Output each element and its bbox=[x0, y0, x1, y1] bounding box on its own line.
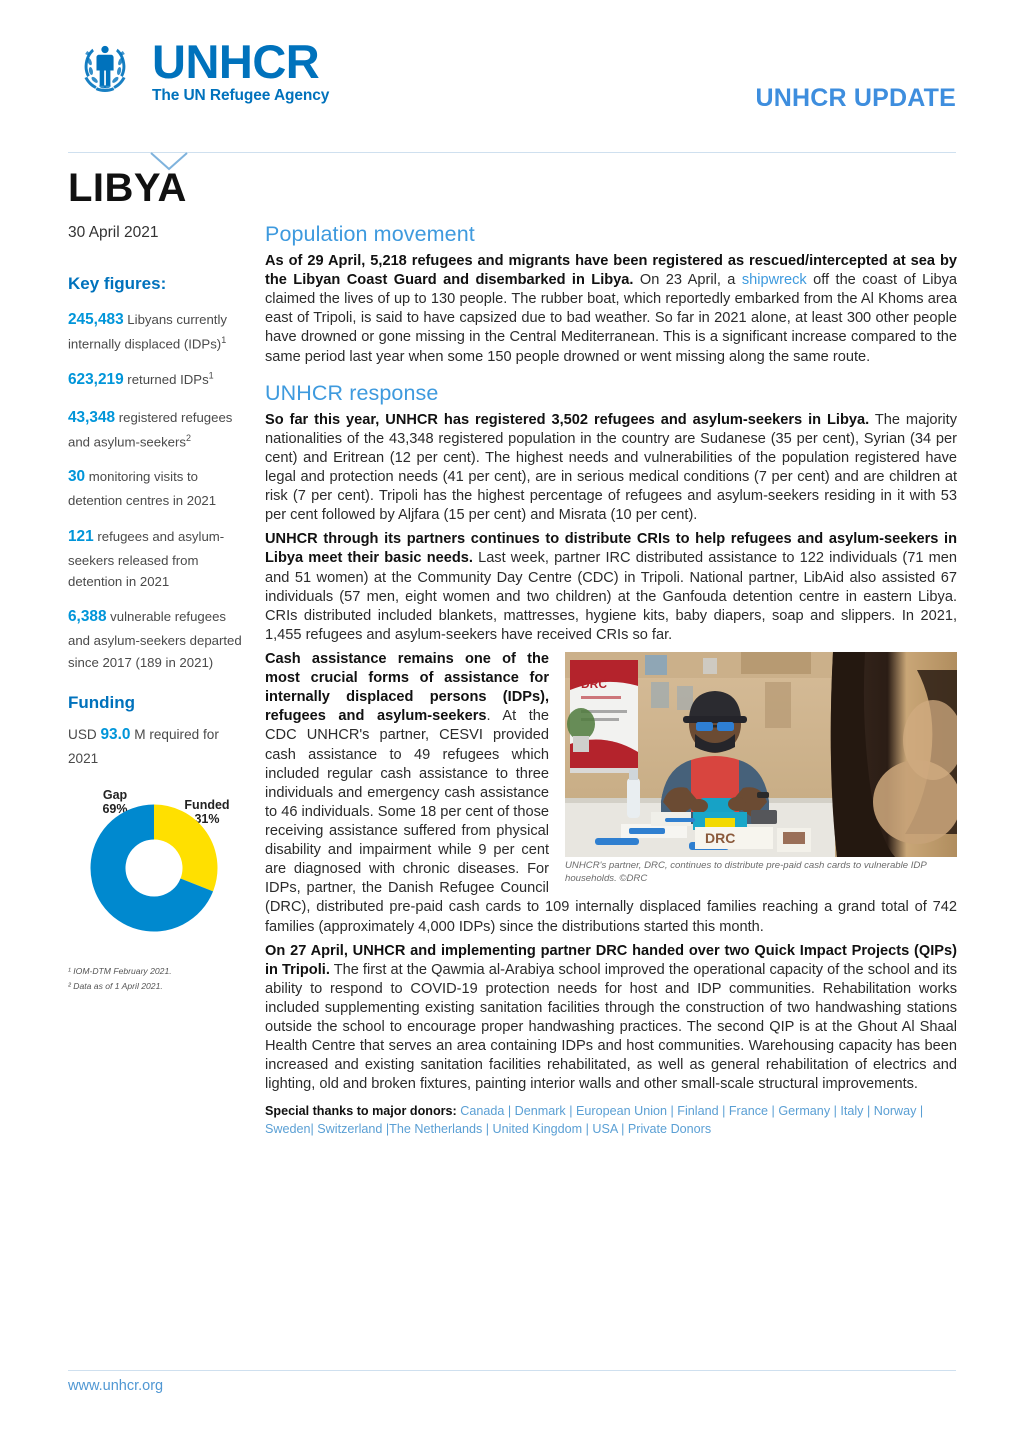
paragraph-lead-bold: UNHCR through its partners continues to distribute CRIs to help refugees and asylum-seekers in Libya meet their basic needs. bbox=[265, 531, 957, 567]
key-figure-item bbox=[68, 308, 248, 355]
paragraph-text: . At the CDC UNHCR's partner, CESVI provided cash assistance to 49 refugees which included regular cash assistance to three individuals and emergency cash assistance to 46 individuals. Some 18 per cent of those receiving assistance suffered from physical disability and impairment while 9 per cent are diagnosed with chronic diseases. For IDPs, partner, the Danish Refugee Council (DRC), distributed pre-paid cash cards to 109 internally displaced families reaching a grand total of 742 families (approximately 4,000 IDPs) since the distributions started this month. bbox=[265, 708, 957, 935]
donut-slice-funded bbox=[154, 822, 200, 885]
footnote-1: ¹ IOM-DTM February 2021. bbox=[68, 966, 172, 977]
key-figure-footnote-ref: 2 bbox=[186, 432, 192, 443]
unhcr-logo bbox=[68, 34, 329, 108]
paragraph-text: On 23 April, a bbox=[633, 272, 742, 289]
paragraph-text: off the coast of Libya claimed the lives of up to 130 people. The rubber boat, which reportedly embarked from the Al Khoms area east of Tripoli, is said to have capsized due to bad weather. So far in 2021 alone, at least 300 other people have drowned or gone missing in the Central Mediterranean. This is a significant increase compared to the same period last year when some 150 people drowned or went missing along the same route. bbox=[265, 272, 957, 365]
footer-divider bbox=[68, 1370, 956, 1371]
funding-heading: Funding bbox=[68, 693, 136, 713]
key-figure-item bbox=[68, 368, 248, 393]
update-title: UNHCR UPDATE bbox=[755, 84, 956, 112]
page-header bbox=[0, 0, 1024, 150]
photo-figure bbox=[565, 652, 957, 886]
donors-list: Canada | Denmark | European Union | Finland | France | Germany | Italy | Norway | Sweden| Switzerland |The Netherlands | United Kingdom | USA | Private Donors bbox=[265, 1104, 924, 1137]
footnotes bbox=[68, 964, 248, 993]
funding-amount: 93.0 bbox=[100, 726, 131, 744]
funding-prefix: USD bbox=[68, 727, 101, 743]
main-content bbox=[265, 222, 957, 1139]
paragraph-lead-bold: As of 29 April, 5,218 refugees and migrants have been registered as rescued/intercepted at sea by the Libyan Coast Guard and disembarked in Libya. bbox=[265, 253, 957, 289]
paragraph-registration bbox=[265, 411, 957, 526]
section-heading-unhcr-response: UNHCR response bbox=[265, 380, 439, 405]
photo-illustration bbox=[565, 652, 957, 857]
key-figure-value: 6,388 bbox=[68, 608, 107, 626]
page-title: LIBYA bbox=[68, 166, 187, 210]
key-figures-heading: Key figures: bbox=[68, 274, 167, 293]
key-figure-text: vulnerable refugees and asylum-seekers departed since 2017 (189 in 2021) bbox=[68, 609, 242, 670]
donut-gap-value: 69% bbox=[102, 802, 128, 817]
key-figure-footnote-ref: 1 bbox=[208, 370, 214, 381]
key-figure-item bbox=[68, 525, 248, 593]
key-figure-value: 30 bbox=[68, 468, 86, 486]
key-figure-text: returned IDPs bbox=[123, 371, 209, 387]
key-figure-value: 245,483 bbox=[68, 311, 124, 328]
footer-url[interactable]: www.unhcr.org bbox=[68, 1378, 164, 1394]
key-figure-value: 623,219 bbox=[68, 370, 124, 388]
paragraph-lead-bold: On 27 April, UNHCR and implementing partner DRC handed over two Quick Impact Projects (QIPs) in Tripoli. bbox=[265, 942, 957, 978]
funding-suffix: M required for 2021 bbox=[68, 727, 219, 767]
key-figure-footnote-ref: 1 bbox=[221, 334, 227, 345]
donut-funded-value: 31% bbox=[194, 812, 220, 827]
donut-svg bbox=[90, 804, 218, 932]
header-divider bbox=[68, 152, 956, 153]
logo-tagline: The UN Refugee Agency bbox=[152, 87, 330, 105]
footnote-2: ² Data as of 1 April 2021. bbox=[68, 980, 163, 991]
paragraph-text: The first at the Qawmia al-Arabiya school improved the operational capacity of the school and its ability to respond to COVID-19 protection needs for host and IDP communities. Rehabilitation works included supplementing existing sanitation facilities through the construction of two handwashing stations outside the school to encourage proper handwashing practices. The second QIP is at the Ghout Al Shaal Health Centre that serves an area containing IDPs and host communities. Warehousing capacity has been increased and existing sanitation facilities rehabilitated, as well as general rehabilitation of electrics and lighting, old and broken fixtures, painting interior walls and other small-scale structural improvements. bbox=[265, 961, 958, 1093]
key-figure-text: Libyans currently internally displaced (IDPs) bbox=[68, 312, 227, 352]
donors-section bbox=[265, 1103, 957, 1139]
key-figure-value: 121 bbox=[68, 527, 94, 545]
logo-wordmark bbox=[152, 35, 330, 105]
paragraph-text: The majority nationalities of the 43,348 registered population in the country are Sudanese (35 per cent), Syrian (34 per cent) and Eritrean (12 per cent). The highest needs and vulnerabilities of the population registered have legal and protection needs (41 per cent), are in serious medical conditions (7 per cent) and are children at risk (7 per cent). Tripoli has the highest percentage of refugees and asylum-seekers residing in it with 53 per cent followed by Aljfara (15 per cent) and Misrata (10 per cent). bbox=[265, 411, 957, 524]
funding-requirement bbox=[68, 723, 248, 770]
un-emblem-icon bbox=[68, 34, 142, 108]
paragraph-text: Last week, partner IRC distributed assistance to 122 individuals (71 men and 51 women) at the Community Day Centre (CDC) in Tripoli. National partner, LibAid also assisted 67 individuals (57 men, eight women and two children) at the Ganfouda detention centre in eastern Libya. CRIs distributed included blankets, mattresses, hygiene kits, baby diapers, soap and slippers. In 2021, 1,455 refugees and asylum-seekers have received CRIs so far. bbox=[265, 550, 957, 643]
photo-drc-cash-distribution bbox=[565, 652, 957, 857]
svg-text:DRC: DRC bbox=[581, 676, 607, 691]
report-date: 30 April 2021 bbox=[68, 224, 159, 241]
key-figure-item bbox=[68, 465, 248, 511]
svg-text:DRC: DRC bbox=[705, 829, 736, 846]
key-figure-text: registered refugees and asylum-seekers bbox=[68, 409, 233, 450]
donut-gap-name: Gap bbox=[102, 788, 128, 803]
sidebar bbox=[68, 168, 248, 993]
key-figure-item bbox=[68, 605, 248, 673]
paragraph-population-movement bbox=[265, 252, 957, 367]
key-figure-item bbox=[68, 406, 248, 453]
paragraph-qips bbox=[265, 942, 957, 1095]
key-figure-value: 43,348 bbox=[68, 408, 116, 426]
donors-label: Special thanks to major donors: bbox=[265, 1104, 457, 1119]
paragraph-lead-bold: So far this year, UNHCR has registered 3,502 refugees and asylum-seekers in Libya. bbox=[265, 411, 870, 428]
donut-funded-name: Funded bbox=[184, 798, 230, 813]
paragraph-cri-distribution bbox=[265, 530, 957, 645]
key-figure-text: refugees and asylum-seekers released from detention in 2021 bbox=[68, 528, 225, 590]
shipwreck-link[interactable]: shipwreck bbox=[741, 272, 807, 289]
key-figure-text: monitoring visits to detention centres in 2021 bbox=[68, 469, 217, 509]
section-heading-population-movement: Population movement bbox=[265, 222, 475, 246]
photo-caption: UNHCR's partner, DRC, continues to distribute pre-paid cash cards to vulnerable IDP households. ©DRC bbox=[565, 859, 927, 884]
logo-unhcr-text: UNHCR bbox=[152, 35, 320, 89]
paragraph-lead-bold: Cash assistance remains one of the most crucial forms of assistance for internally displaced persons (IDPs), refugees and asylum-seekers bbox=[265, 650, 549, 725]
funding-donut-chart bbox=[68, 784, 248, 934]
